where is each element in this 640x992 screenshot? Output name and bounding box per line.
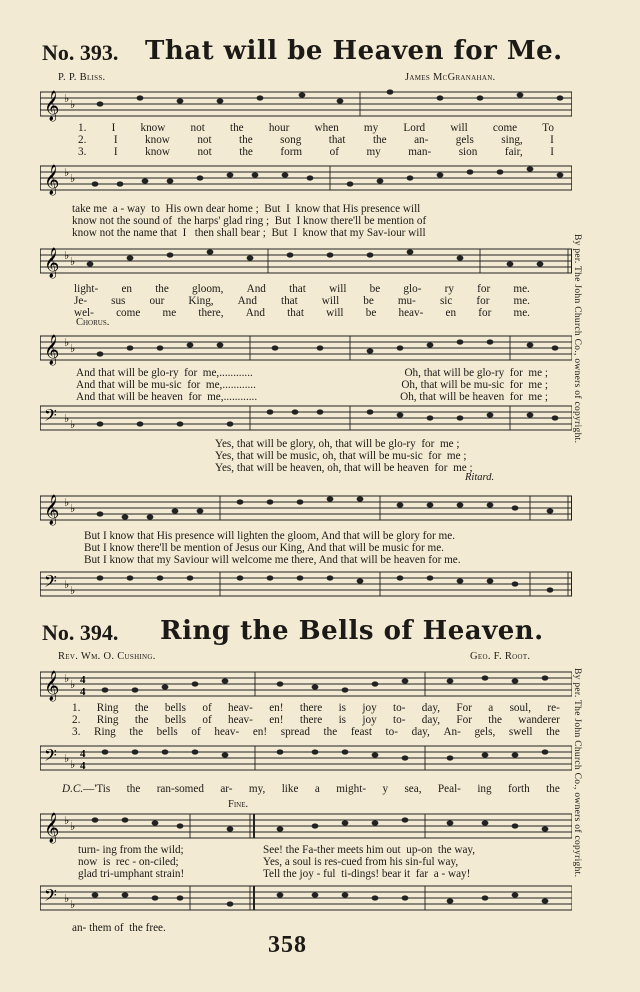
lyric-line: See! the Fa-ther meets him out up-on the way, [263,844,476,856]
page-number: 358 [268,932,307,958]
music-staff [40,566,572,602]
music-staff [40,400,572,436]
music-staff [40,808,572,844]
verse-lyrics-right [263,844,475,880]
chorus-label: Chorus. [76,317,110,328]
svg-text:♭: ♭ [70,585,76,597]
svg-text:𝄢: 𝄢 [44,573,57,595]
music-staff [40,330,572,366]
chorus-lyrics [76,367,548,403]
lyric-line: 2. I know not the song that the an- gels sing, I [78,134,554,146]
hymn-title: Ring the Bells of Heaven. [160,616,544,646]
lyric-line: Yes, that will be heaven, oh, that will be heaven for me ; [215,462,473,474]
verse-lyrics [72,702,560,738]
lyric-line: light- en the gloom, And that will be glo- ry for me. [74,283,530,295]
fine-marking: Fine. [228,799,249,810]
lyric-line: And that will be heaven for me,............ Oh, that will be heaven for me ; [76,391,548,403]
ritard-marking: Ritard. [465,472,495,483]
verse-lyrics [78,122,554,158]
lyric-line: Je- sus our King, And that will be mu- sic for me. [74,295,530,307]
svg-text:♭: ♭ [64,753,70,765]
svg-text:𝄞: 𝄞 [44,248,60,277]
svg-text:𝄢: 𝄢 [44,407,57,429]
lyric-line: glad tri-umphant strain! [78,868,185,880]
svg-text:♭: ♭ [64,893,70,905]
lyric-line: But I know that His presence will lighten the gloom, And that will be glory for me. [84,530,455,542]
svg-text:4: 4 [80,760,86,772]
svg-text:♭: ♭ [70,759,76,771]
lyric-line: Yes, that will be glory, oh, that will be glo-ry for me ; [215,438,460,450]
svg-text:𝄞: 𝄞 [44,335,60,364]
svg-text:♭: ♭ [64,93,70,105]
lyric-line: know not the sound of the harps' glad ring ; But I know there'll be mention of [72,215,427,227]
lyric-line: Yes, that will be music, oh, that will be mu-sic for me ; [215,450,467,462]
lyric-line: now is rec - on-ciled; [78,856,179,868]
verse-lyrics [72,203,426,239]
lyric-line: 1. Ring the bells of heav- en! there is joy to- day, For a soul, re- [72,702,560,714]
svg-text:𝄞: 𝄞 [44,495,60,524]
music-staff [40,86,572,122]
lyric-line: But I know that my Saviour will welcome me there, And that will be heaven for me. [84,554,461,566]
svg-text:♭: ♭ [64,497,70,509]
svg-text:𝄞: 𝄞 [44,671,60,700]
lyric-line: 3. I know not the form of my man- sion fair, I [78,146,554,158]
chorus-bass-lyrics [215,438,548,474]
music-staff [40,243,572,279]
verse-lyrics [74,283,530,319]
lyric-line: Yes, a soul is res-cued from his sin-ful way, [263,856,459,868]
svg-text:𝄢: 𝄢 [44,747,57,769]
svg-text:♭: ♭ [64,337,70,349]
svg-text:♭: ♭ [70,899,76,911]
anthem-lyric: an- them of the free. [72,922,166,934]
svg-text:♭: ♭ [70,419,76,431]
lyric-line: Tell the joy - ful ti-dings! bear it far a - way! [263,868,471,880]
copyright-sidenote: By per. The John Church Co., owners of copyright. [572,668,582,878]
music-staff [40,880,572,916]
music-staff [40,666,572,702]
svg-text:♭: ♭ [64,413,70,425]
svg-text:♭: ♭ [70,256,76,268]
lyric-line: 1. I know not the hour when my Lord will come To [78,122,554,134]
svg-text:♭: ♭ [70,679,76,691]
hymn-title: That will be Heaven for Me. [145,36,563,66]
svg-text:♭: ♭ [64,579,70,591]
hymn-author: P. P. Bliss. [58,72,106,83]
hymn-composer: Geo. F. Root. [470,651,531,662]
svg-text:♭: ♭ [64,250,70,262]
lyric-line: wel- come me there, And that will be heav- en for me. [74,307,530,319]
svg-text:♭: ♭ [70,99,76,111]
hymn-author: Rev. Wm. O. Cushing. [58,651,156,662]
svg-text:4: 4 [80,686,86,698]
svg-text:♭: ♭ [70,343,76,355]
dc-lyrics [62,783,560,795]
svg-text:𝄞: 𝄞 [44,91,60,121]
lyric-line: take me a - way to His own dear home ; But I know that His presence will [72,203,421,215]
music-staff [40,490,572,526]
svg-text:𝄞: 𝄞 [44,165,60,194]
lyric-line: D.C.—'Tis the ran-somed ar- my, like a might- y sea, Peal- ing forth the [62,783,560,795]
hymn-composer: James McGranahan. [405,72,496,83]
lyric-line: But I know there'll be mention of Jesus our King, And that will be music for me. [84,542,444,554]
svg-text:♭: ♭ [70,173,76,185]
verse-lyrics-left [78,844,184,880]
svg-text:♭: ♭ [64,815,70,827]
final-lyrics [84,530,461,566]
hymn-number: No. 394. [42,620,119,645]
svg-text:♭: ♭ [64,673,70,685]
lyric-line: 2. Ring the bells of heav- en! there is joy to- day, For the wanderer [72,714,560,726]
dc-label: D.C. [62,783,84,795]
svg-text:4: 4 [80,674,86,686]
svg-text:4: 4 [80,748,86,760]
lyric-line: And that will be mu-sic for me,............ Oh, that will be mu-sic for me ; [76,379,548,391]
music-staff [40,740,572,776]
copyright-sidenote: By per. The John Church Co., owners of copyright. [572,234,582,444]
svg-text:♭: ♭ [70,503,76,515]
svg-text:♭: ♭ [70,821,76,833]
lyric-line: And that will be glo-ry for me,............ Oh, that will be glo-ry for me ; [76,367,548,379]
svg-text:𝄢: 𝄢 [44,887,57,909]
hymn-number: No. 393. [42,40,119,65]
svg-text:𝄞: 𝄞 [44,813,60,842]
lyric-line: know not the name that I then shall bear ; But I know that my Sav-iour will [72,227,426,239]
lyric-line: 3. Ring the bells of heav- en! spread the feast to- day, An- gels, swell the [72,726,560,738]
svg-text:♭: ♭ [64,167,70,179]
lyric-line: turn- ing from the wild; [78,844,184,856]
music-staff [40,160,572,196]
